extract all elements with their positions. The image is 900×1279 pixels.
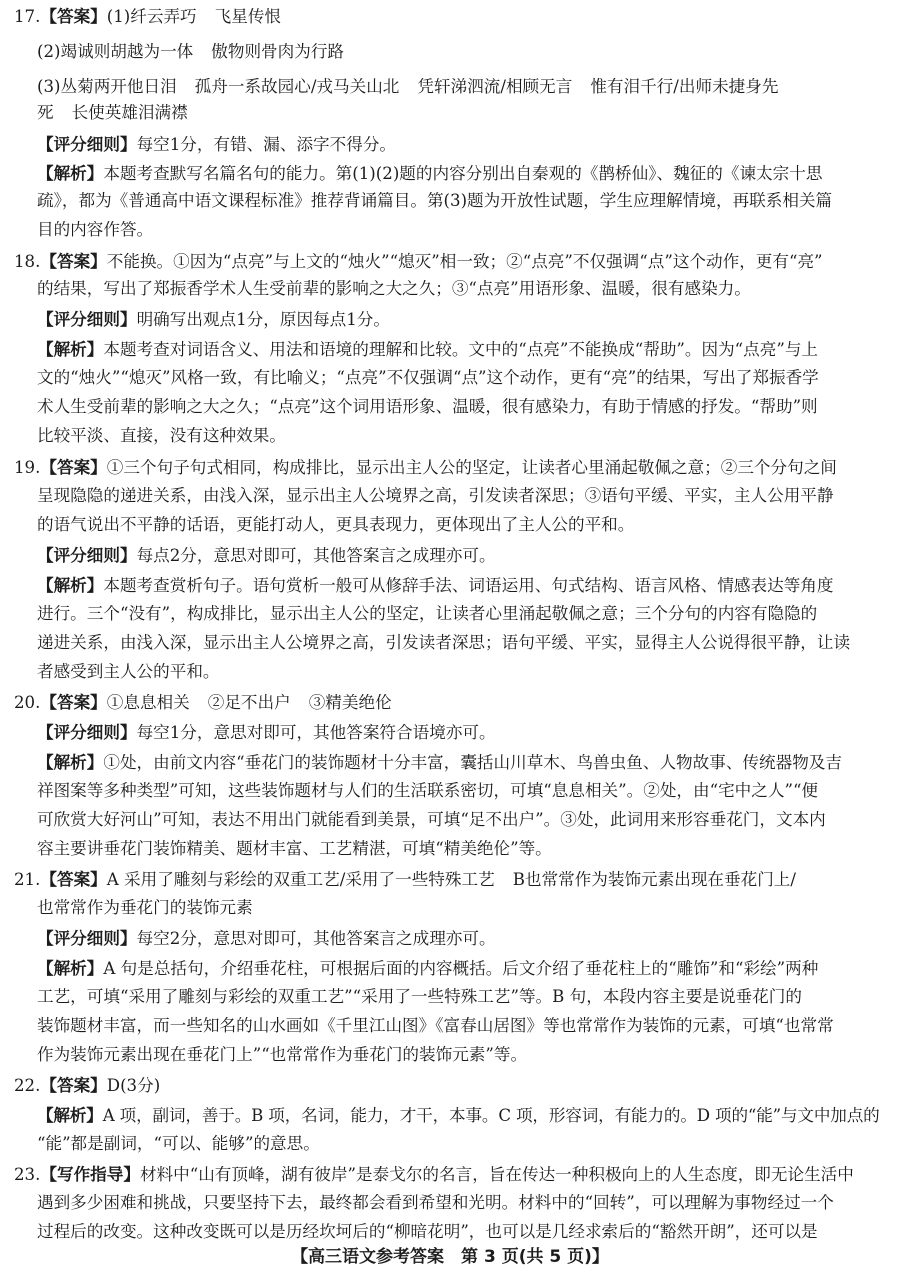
q21-analysis-line-3: 装饰题材丰富，而一些知名的山水画如《千里江山图》《富春山居图》等也常常作为装饰的元素，可填“也常常 — [37, 1016, 834, 1035]
q20-analysis-line-4: 容主要讲垂花门装饰精美、题材丰富、工艺精湛，可填“精美绝伦”等。 — [37, 839, 552, 858]
q22-answer: 22.【答案】D(3分) — [14, 1075, 161, 1095]
q20-scoring: 【评分细则】每空1分，意思对即可，其他答案符合语境亦可。 — [37, 722, 496, 742]
q19-scoring: 【评分细则】每点2分，意思对即可，其他答案言之成理亦可。 — [37, 545, 496, 565]
q21-answer-line-2: 也常常作为垂花门的装饰元素 — [37, 898, 253, 917]
q18-analysis-line-2: 文的“烛火”“熄灭”风格一致，有比喻义；“点亮”不仅强调“点”这个动作，更有“亮”的结果，写出了郑振香学 — [37, 368, 819, 387]
q17-answer-line-3: (3)丛菊两开他日泪 孤舟一系故园心/戎马关山北 凭轩涕泗流/相顾无言 惟有泪千行/出师未捷身先 — [37, 77, 779, 96]
q20-analysis-line-3: 可欣赏大好河山”可知，表达不用出门就能看到美景，可填“足不出户”。③处，此词用来形容垂花门，文本内 — [37, 810, 826, 829]
q18-analysis-line-1: 【解析】本题考查对词语含义、用法和语境的理解和比较。文中的“点亮”不能换成“帮助”。因为“点亮”与上 — [37, 339, 819, 359]
q20-analysis-line-1: 【解析】①处，由前文内容“垂花门的装饰题材十分丰富，囊括山川草木、鸟兽虫鱼、人物故事、传统器物及吉 — [37, 752, 842, 772]
q19-analysis-line-3: 递进关系，由浅入深，显示出主人公境界之高，引发读者深思；语句平缓、平实，显得主人公说得很平静，让读 — [37, 633, 851, 652]
q22-analysis-line-1: 【解析】A 项，副词，善于。B 项，名词，能力，才干，本事。C 项，形容词，有能力的。D 项的“能”与文中加点的 — [37, 1105, 880, 1125]
q17-analysis-line-3: 目的内容作答。 — [37, 220, 154, 239]
q19-answer-line-1: 19.【答案】①三个句子句式相同，构成排比，显示出主人公的坚定，让读者心里涌起敬佩之意；②三个分句之间 — [14, 457, 837, 477]
q18-answer-line-2: 的结果，写出了郑振香学术人生受前辈的影响之大之久；③“点亮”用语形象、温暖，很有感染力。 — [37, 279, 751, 298]
q18-answer-line-1: 18.【答案】不能换。①因为“点亮”与上文的“烛火”“熄灭”相一致；②“点亮”不仅强调“点”这个动作，更有“亮” — [14, 251, 823, 271]
q17-answer-line-4: 死 长使英雄泪满襟 — [37, 103, 188, 122]
q23-guide-line-2: 遇到多少困难和挑战，只要坚持下去，最终都会看到希望和光明。材料中的“回转”，可以理解为事物经过一个 — [37, 1193, 834, 1212]
q19-analysis-line-4: 者感受到主人公的平和。 — [37, 662, 220, 681]
q19-answer-line-2: 呈现隐隐的递进关系，由浅入深，显示出主人公境界之高，引发读者深思；③语句平缓、平实，主人公用平静 — [37, 486, 834, 505]
q18-scoring: 【评分细则】明确写出观点1分，原因每点1分。 — [37, 309, 390, 329]
q19-answer-line-3: 的语气说出不平静的话语，更能打动人，更具表现力，更体现出了主人公的平和。 — [37, 515, 635, 534]
q18-analysis-line-3: 术人生受前辈的影响之大之久；“点亮”这个词用语形象、温暖，很有感染力，有助于情感的抒发。“帮助”则 — [37, 397, 818, 416]
q21-scoring: 【评分细则】每空2分，意思对即可，其他答案言之成理亦可。 — [37, 928, 496, 948]
q20-answer: 20.【答案】①息息相关 ②足不出户 ③精美绝伦 — [14, 692, 392, 712]
q17-answer-line-1: 17.【答案】(1)纤云弄巧 飞星传恨 — [14, 6, 282, 26]
q23-guide-line-3: 过程后的改变。这种改变既可以是历经坎坷后的“柳暗花明”，也可以是几经求索后的“豁然开朗”，还可以是 — [37, 1222, 818, 1241]
page-footer: 【高三语文参考答案 第 3 页(共 5 页)】 — [291, 1247, 609, 1267]
q17-scoring: 【评分细则】每空1分，有错、漏、添字不得分。 — [37, 134, 397, 154]
q21-analysis-line-1: 【解析】A 句是总括句，介绍垂花柱，可根据后面的内容概括。后文介绍了垂花柱上的“雕饰”和“彩绘”两种 — [37, 958, 819, 978]
q17-answer-line-2: (2)竭诚则胡越为一体 傲物则骨肉为行路 — [37, 42, 345, 61]
q17-analysis-line-1: 【解析】本题考查默写名篇名句的能力。第(1)(2)题的内容分别出自秦观的《鹊桥仙》、魏征的《谏太宗十思 — [37, 163, 823, 183]
q19-analysis-line-1: 【解析】本题考查赏析句子。语句赏析一般可从修辞手法、词语运用、句式结构、语言风格、情感表达等角度 — [37, 575, 834, 595]
q17-analysis-line-2: 疏》，都为《普通高中语文课程标准》推荐背诵篇目。第(3)题为开放性试题，学生应理解情境，再联系相关篇 — [37, 191, 833, 210]
q22-analysis-line-2: “能”都是副词，“可以、能够”的意思。 — [37, 1134, 320, 1153]
q18-analysis-line-4: 比较平淡、直接，没有这种效果。 — [37, 426, 286, 445]
q21-answer-line-1: 21.【答案】A 采用了雕刻与彩绘的双重工艺/采用了一些特殊工艺 B也常常作为装饰元素出现在垂花门上/ — [14, 869, 796, 889]
q19-analysis-line-2: 进行。三个“没有”，构成排比，显示出主人公的坚定，让读者心里涌起敬佩之意；三个分句的内容有隐隐的 — [37, 604, 818, 623]
q23-guide-line-1: 23.【写作指导】材料中“山有顶峰，湖有彼岸”是泰戈尔的名言，旨在传达一种积极向上的人生态度，即无论生活中 — [14, 1164, 854, 1184]
q21-analysis-line-2: 工艺，可填“采用了雕刻与彩绘的双重工艺”“采用了一些特殊工艺”等。B 句，本段内容主要是说垂花门的 — [37, 987, 802, 1006]
q21-analysis-line-4: 作为装饰元素出现在垂花门上”“也常常作为垂花门的装饰元素”等。 — [37, 1045, 528, 1064]
q20-analysis-line-2: 祥图案等多种类型”可知，这些装饰题材与人们的生活联系密切，可填“息息相关”。②处，由“宅中之人”“便 — [37, 781, 819, 800]
